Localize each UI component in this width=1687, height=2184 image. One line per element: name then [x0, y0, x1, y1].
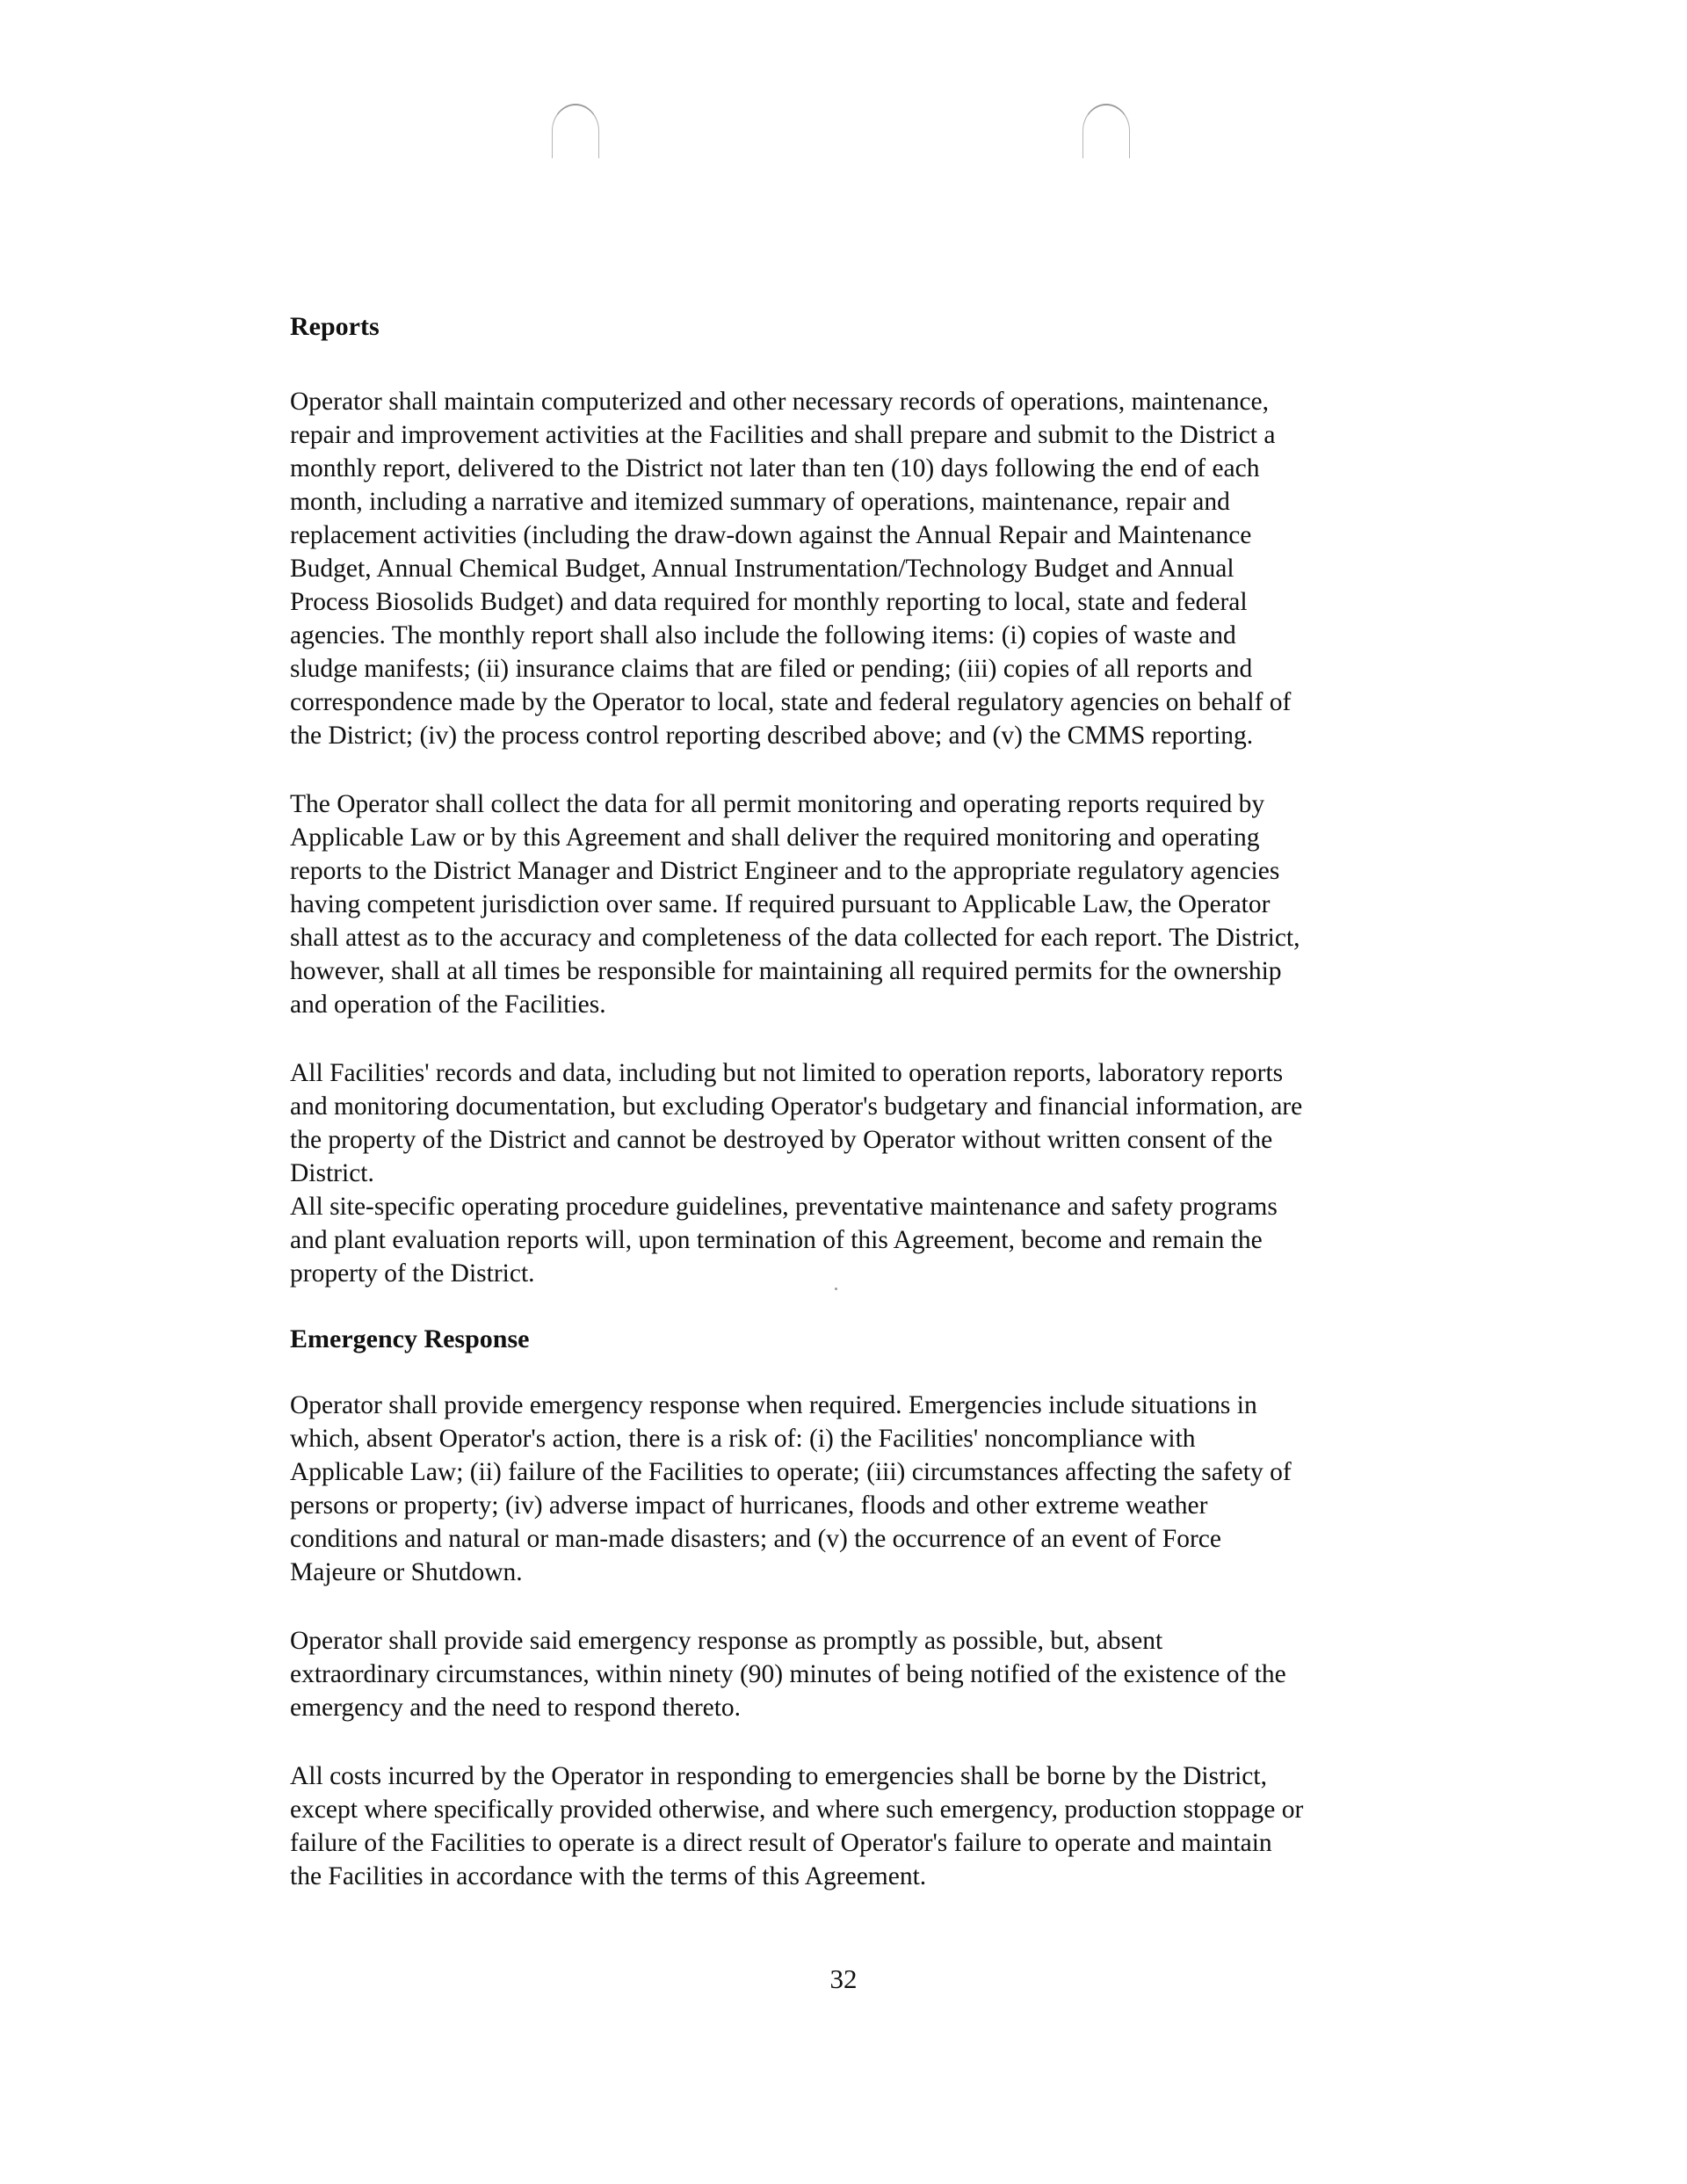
emergency-paragraph-1: Operator shall provide emergency response when required. Emergencies include situations in which, absent Operator's action, there is a risk of: (i) the Facilities' noncompliance with Applicable Law; (ii) failure of the Facilities to operate; (iii) circumstances affecting the safety of persons or property; (iv) adverse impact of hurricanes, floods and other extreme weather conditions and natural or man-made disasters; and (v) the occurrence of an event of Force Majeure or Shutdown.	[290, 1391, 1292, 1586]
page-number: 32	[829, 1963, 858, 1994]
emergency-paragraph-3: All costs incurred by the Operator in responding to emergencies shall be borne by the District, except where specifically provided otherwise, and where such emergency, production stoppage or failure of the Facilities to operate is a direct result of Operator's failure to operate and maintain the Facilities in accordance with the terms of this Agreement.	[290, 1762, 1304, 1890]
reports-paragraph-4: All site-specific operating procedure guidelines, preventative maintenance and safety programs and plant evaluation reports will, upon termination of this Agreement, become and remain the property of the District.	[290, 1193, 1278, 1288]
emergency-paragraph-2: Operator shall provide said emergency response as promptly as possible, but, absent extraordinary circumstances, within ninety (90) minutes of being notified of the existence of the emergency and the need to respond thereto.	[290, 1627, 1286, 1722]
reports-paragraph-2: The Operator shall collect the data for all permit monitoring and operating reports required by Applicable Law or by this Agreement and shall deliver the required monitoring and operating reports to the District Manager and District Engineer and to the appropriate regulatory agencies having competent jurisdiction over same. If required pursuant to Applicable Law, the Operator shall attest as to the accuracy and completeness of the data collected for each report. The District, however, shall at all times be responsible for maintaining all required permits for the ownership and operation of the Facilities.	[290, 790, 1300, 1019]
reports-paragraph-3: All Facilities' records and data, including but not limited to operation reports, laboratory reports and monitoring documentation, but excluding Operator's budgetary and financial information, are the property of the District and cannot be destroyed by Operator without written consent of the District.	[290, 1059, 1303, 1187]
punch-hole-mark-left	[552, 104, 599, 158]
punch-hole-mark-right	[1082, 104, 1130, 158]
document-body	[290, 309, 1432, 1893]
reports-paragraph-1: Operator shall maintain computerized and other necessary records of operations, maintenance, repair and improvement activities at the Facilities and shall prepare and submit to the District a monthly report, delivered to the District not later than ten (10) days following the end of each month, including a narrative and itemized summary of operations, maintenance, repair and replacement activities (including the draw-down against the Annual Repair and Maintenance Budget, Annual Chemical Budget, Annual Instrumentation/Technology Budget and Annual Process Biosolids Budget) and data required for monthly reporting to local, state and federal agencies. The monthly report shall also include the following items: (i) copies of waste and sludge manifests; (ii) insurance claims that are filed or pending; (iii) copies of all reports and correspondence made by the Operator to local, state and federal regulatory agencies on behalf of the District; (iv) the process control reporting described above; and (v) the CMMS reporting.	[290, 388, 1292, 750]
section-heading-emergency-response: Emergency Response	[290, 1324, 530, 1353]
section-heading-reports: Reports	[290, 312, 380, 341]
